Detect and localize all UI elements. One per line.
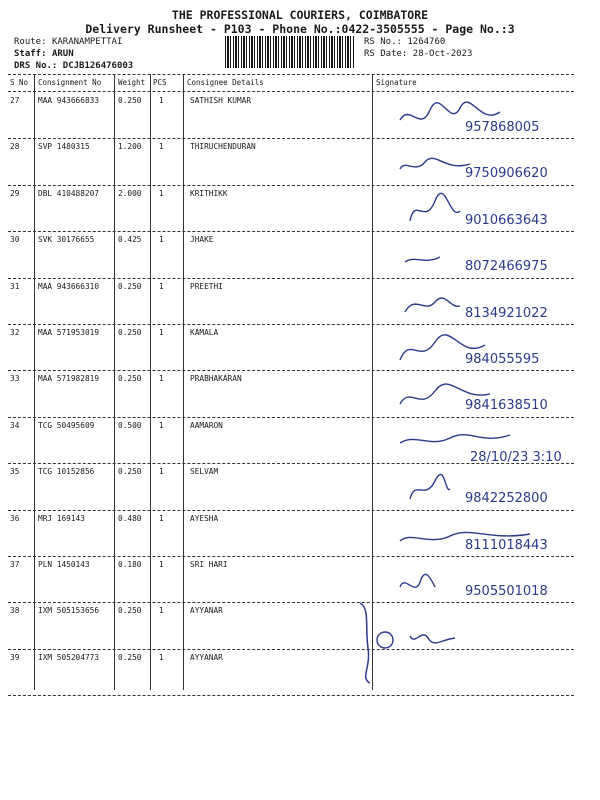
signature-phone-text: 8111018443 (465, 537, 548, 553)
cell-consignee: THIRUCHENDURAN (190, 142, 256, 152)
cell-sno: 27 (10, 96, 20, 105)
staff-value: ARUN (51, 49, 74, 59)
cell-consignment: MAA 571953019 (38, 328, 100, 337)
row-divider (8, 185, 574, 186)
row-divider (8, 370, 574, 371)
table-row (0, 96, 600, 142)
cell-weight: 0.250 (118, 328, 142, 337)
cell-weight: 0.250 (118, 652, 142, 662)
signature-phone-text: 8072466975 (465, 259, 548, 275)
cell-weight: 0.480 (118, 513, 142, 523)
row-divider (8, 324, 574, 325)
cell-pcs: 1 (159, 467, 164, 477)
cell-consignee: SATHISH KUMAR (190, 96, 252, 105)
signature-handwriting (390, 191, 590, 231)
cell-sno: 36 (10, 513, 20, 523)
cell-sno: 32 (10, 328, 20, 337)
row-divider (8, 231, 574, 232)
signature-phone-text: 957868005 (465, 120, 540, 135)
row-divider (8, 417, 574, 418)
col-header-signature: Signature (376, 78, 417, 87)
signature-handwriting (390, 562, 590, 602)
cell-pcs: 1 (159, 188, 164, 198)
cell-consignee: AYYANAR (190, 606, 223, 616)
cell-pcs: 1 (159, 235, 164, 245)
cell-consignment: MAA 571982819 (38, 374, 100, 384)
cell-consignment: IXM 505204773 (38, 652, 100, 662)
table-row (0, 235, 600, 281)
company-title: THE PROFESSIONAL COURIERS, COIMBATORE (171, 8, 429, 22)
cell-consignment: SVK 30176655 (38, 235, 95, 245)
signature-phone-text: 9505501018 (465, 584, 548, 599)
table-row (0, 328, 600, 374)
cell-consignment: MAA 943666833 (38, 96, 100, 105)
cell-sno: 33 (10, 374, 20, 384)
cell-weight: 2.000 (118, 188, 142, 198)
cell-sno: 38 (10, 606, 20, 616)
table-row (0, 282, 600, 328)
cell-weight: 0.180 (118, 560, 142, 569)
cell-consignment: TCG 10152856 (38, 467, 95, 477)
staff-label: Staff: (14, 49, 47, 59)
col-header-consignment: Consignment No (38, 78, 102, 87)
cell-sno: 31 (10, 281, 20, 291)
row-divider (8, 695, 574, 696)
cell-pcs: 1 (159, 281, 164, 291)
signature-phone-text: 8134921022 (465, 305, 548, 321)
cell-consignment: DBL 410488207 (38, 188, 100, 198)
rs-no-label: RS No.: (364, 37, 402, 47)
cell-consignee: JHAKE (190, 235, 214, 245)
cell-weight: 0.250 (118, 374, 142, 384)
cell-weight: 0.250 (118, 467, 142, 477)
cell-weight: 0.250 (118, 96, 142, 105)
cell-consignment: PLN 1450143 (38, 560, 90, 569)
meta-right (364, 36, 472, 60)
cell-consignee: KRITHIKK (190, 188, 228, 198)
barcode-image (225, 36, 355, 68)
cell-pcs: 1 (159, 328, 164, 337)
cell-pcs: 1 (159, 652, 164, 662)
route-value: KARANAMPETTAI (51, 37, 123, 47)
drs-value: DCJB126476003 (62, 61, 134, 71)
cell-consignee: KAMALA (190, 328, 219, 337)
cell-pcs: 1 (159, 420, 164, 430)
signature-phone-text: 984055595 (465, 352, 540, 367)
signature-phone-text: 9010663643 (465, 212, 548, 228)
signature-phone-text: 9841638510 (465, 398, 548, 414)
row-divider (8, 138, 574, 139)
rs-no-value: 1264760 (407, 37, 446, 47)
drs-label: DRS No.: (14, 61, 58, 71)
cell-consignee: AYYANAR (190, 652, 223, 662)
route-label: Route: (14, 37, 47, 47)
row-divider (8, 556, 574, 557)
signature-phone-text: 9750906620 (465, 166, 548, 182)
meta-left (14, 36, 133, 72)
cell-consignee: SRI HARI (190, 560, 228, 569)
table-row (0, 421, 600, 467)
signature-handwriting (390, 237, 590, 277)
cell-consignee: SELVAM (190, 467, 219, 477)
col-header-pcs: PCS (153, 78, 167, 87)
cell-pcs: 1 (159, 142, 164, 152)
col-header-weight: Weight (118, 78, 146, 87)
cell-consignee: AYESHA (190, 513, 219, 523)
table-row (0, 142, 600, 188)
cell-sno: 39 (10, 652, 20, 662)
cell-sno: 37 (10, 560, 20, 569)
cell-sno: 35 (10, 467, 20, 477)
signature-handwriting (390, 98, 590, 138)
col-header-sno: S No (10, 78, 29, 87)
cell-sno: 34 (10, 420, 20, 430)
cell-consignment: SVP 1480315 (38, 142, 90, 152)
cell-sno: 29 (10, 188, 20, 198)
cell-pcs: 1 (159, 374, 164, 384)
row-divider (8, 510, 574, 511)
divider (8, 74, 574, 75)
row-divider (8, 463, 574, 464)
cell-pcs: 1 (159, 606, 164, 616)
divider (8, 91, 574, 92)
signature-phone-text: 9842252800 (465, 491, 548, 507)
row-divider (8, 278, 574, 279)
cell-consignment: IXM 505153656 (38, 606, 100, 616)
cell-consignee: PRABHAKARAN (190, 374, 242, 384)
signature-handwriting (390, 516, 590, 556)
table-row (0, 374, 600, 420)
cell-consignment: MRJ 169143 (38, 513, 85, 523)
table-row (0, 467, 600, 513)
table-row (0, 514, 600, 560)
cell-weight: 0.250 (118, 281, 142, 291)
signature-handwriting (390, 284, 590, 324)
signature-phone-text: 28/10/23 3:10 (470, 449, 562, 463)
bracket-signature-mark (340, 598, 540, 688)
cell-weight: 0.425 (118, 235, 142, 245)
cell-sno: 30 (10, 235, 20, 245)
cell-pcs: 1 (159, 560, 164, 569)
cell-weight: 0.250 (118, 606, 142, 616)
cell-weight: 0.500 (118, 420, 142, 430)
rs-date-value: 28-Oct-2023 (412, 49, 473, 59)
signature-handwriting (390, 330, 590, 370)
cell-pcs: 1 (159, 96, 164, 105)
cell-consignment: TCG 50495609 (38, 420, 95, 430)
col-header-consignee: Consignee Details (187, 78, 264, 87)
cell-consignment: MAA 943666310 (38, 281, 100, 291)
signature-handwriting (390, 423, 590, 463)
cell-consignee: PREETHI (190, 281, 223, 291)
cell-consignee: AAMARON (190, 420, 223, 430)
runsheet-title: Delivery Runsheet - P103 - Phone No.:0422-3505555 - Page No.:3 (85, 22, 515, 36)
rs-date-label: RS Date: (364, 49, 408, 59)
signature-handwriting (390, 469, 590, 509)
cell-sno: 28 (10, 142, 20, 152)
signature-handwriting (390, 144, 590, 184)
cell-pcs: 1 (159, 513, 164, 523)
cell-weight: 1.200 (118, 142, 142, 152)
signature-handwriting (390, 376, 590, 416)
table-row (0, 189, 600, 235)
